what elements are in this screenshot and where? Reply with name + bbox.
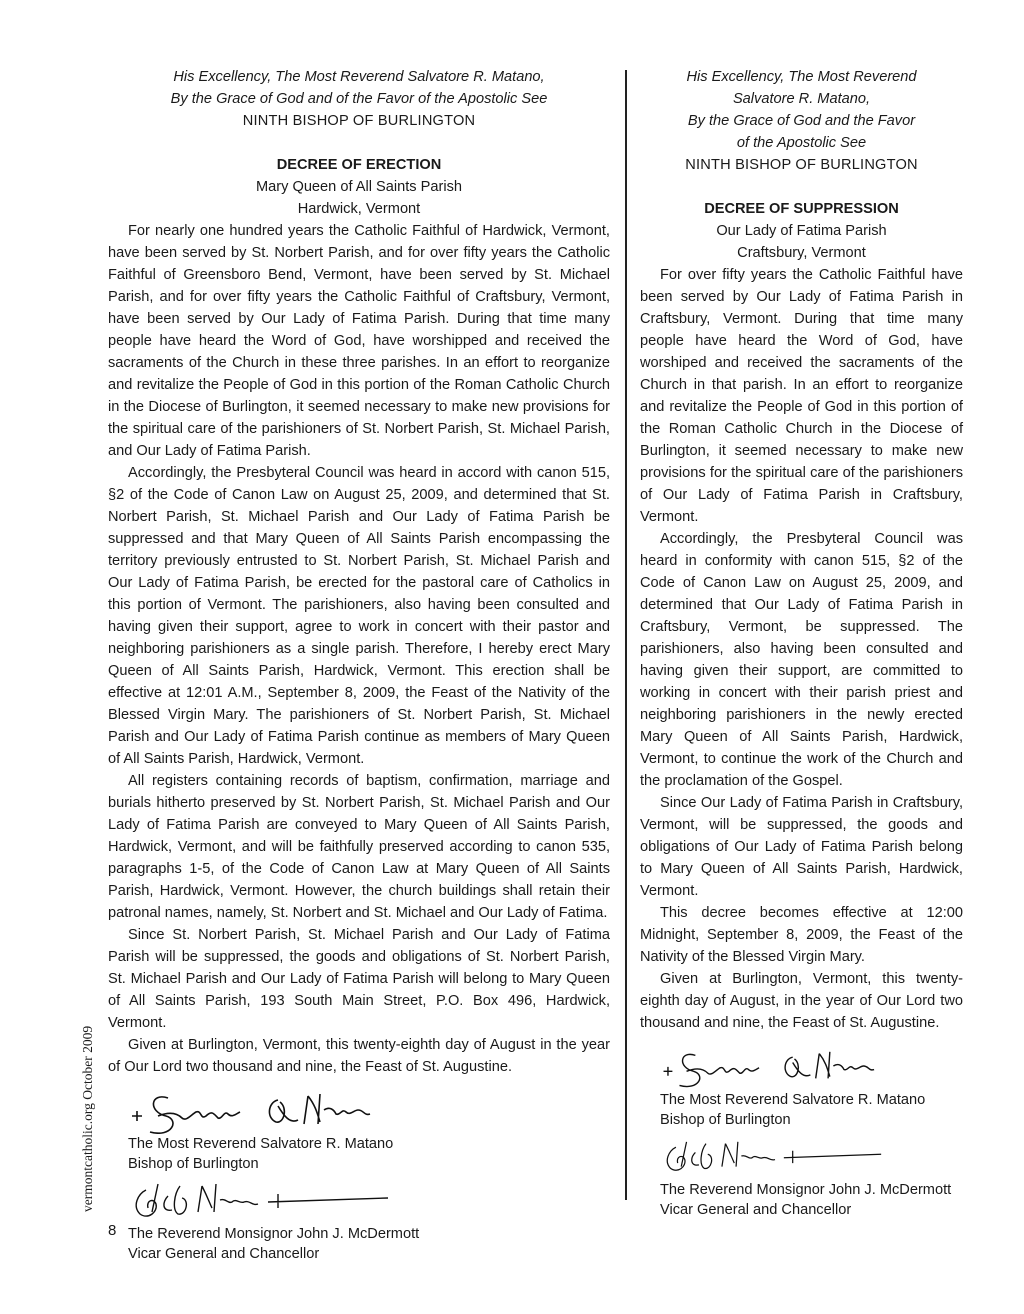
vicar-name: The Reverend Monsignor John J. McDermott [128,1226,420,1242]
decree-paragraph: Since Our Lady of Fatima Parish in Craftsbury, Vermont, will be suppressed, the goods and obligations of Our Lady of Fatima Parish belong to Mary Queen of All Saints Parish, Hardwick, Vermont. [640,795,963,899]
vicar-signature-image [660,1132,890,1180]
page-number: 8 [108,1222,117,1239]
side-credit: vermontcatholic.org October 2009 [80,1025,95,1212]
decree-paragraph: For over fifty years the Catholic Faithful have been served by Our Lady of Fatima Parish in Craftsbury, Vermont. During that time many people have heard the Word of God, have worshiped and received the sacraments of the Church in that parish. In an effort to reorganize and revitalize the People of God in this portion of the Roman Catholic Church in the Diocese of Burlington, it seemed necessary to make new provisions for the spiritual care of the parishioners of Our Lady of Fatima Parish in Craftsbury, Vermont. [640,267,963,525]
column-divider [625,70,627,1200]
header-line: By the Grace of God and the Favor [687,113,916,129]
header-line: of the Apostolic See [736,135,867,151]
decree-of-suppression-column [640,66,963,1220]
header-line: NINTH BISHOP OF BURLINGTON [685,157,918,173]
vicar-signature-image [128,1176,388,1224]
decree-paragraph: All registers containing records of baptism, confirmation, marriage and burials hitherto preserved by St. Norbert Parish, St. Michael Parish and Our Lady of Fatima Parish are conveyed to Mary Queen of All Saints Parish, Hardwick, Vermont, and will be faithfully preserved according to canon 535, paragraphs 1-5, of the Code of Canon Law at Mary Queen of All Saints Parish, Hardwick, Vermont. However, the church buildings shall retain their patronal names, namely, St. Norbert and St. Michael and Our Lady of Fatima. [108,773,610,921]
decree-paragraph: Accordingly, the Presbyteral Council was heard in accord with canon 515, §2 of the Code of Canon Law on August 25, 2009, and determined that St. Norbert Parish, St. Michael Parish and Our Lady of Fatima Parish be suppressed and that Mary Queen of All Saints Parish encompassing the territory previously entrusted to St. Norbert Parish, St. Michael Parish and Our Lady of Fatima Parish, be erected for the pastoral care of Catholics in this portion of Vermont. The parishioners, also having been consulted and having given their support, agree to work in concert with their pastor and neighboring parishioners as a single parish. Therefore, I hereby erect Mary Queen of All Saints Parish, Hardwick, Vermont. This erection shall be effective at 12:01 A.M., September 8, 2009, the Feast of the Nativity of the Blessed Virgin Mary. The parishioners of St. Norbert Parish, St. Michael Parish and Our Lady of Fatima Parish continue as members of Mary Queen of All Saints Parish, Hardwick, Vermont. [108,465,610,767]
bishop-signature-image [128,1086,388,1134]
vicar-title: Vicar General and Chancellor [660,1202,852,1218]
header-line: NINTH BISHOP OF BURLINGTON [242,113,476,129]
parish-name: Our Lady of Fatima Parish [716,223,887,239]
bishop-name: The Most Reverend Salvatore R. Matano [660,1092,926,1108]
header-line: By the Grace of God and of the Favor of the Apostolic See [170,91,548,107]
vicar-title: Vicar General and Chancellor [128,1246,320,1262]
header-line: His Excellency, The Most Reverend Salvatore R. Matano, [173,69,545,85]
bishop-title: Bishop of Burlington [128,1156,259,1172]
decree-paragraph: Accordingly, the Presbyteral Council was heard in conformity with canon 515, §2 of the Code of Canon Law on August 25, 2009, and determined that Our Lady of Fatima Parish in Craftsbury, Vermont, be suppressed. The parishioners, also having been consulted and having given their support, are committed to working in concert with their parish priest and neighboring parishioners in the newly erected Mary Queen of All Saints Parish, Hardwick, Vermont, to continue the work of the Church and the proclamation of the Gospel. [640,531,963,789]
decree-paragraph: Given at Burlington, Vermont, this twenty-eighth day of August in the year of Our Lord two thousand and nine, the Feast of St. Augustine. [108,1037,610,1075]
decree-of-erection-column [108,66,610,1264]
decree-paragraph: Given at Burlington, Vermont, this twenty-eighth day of August, in the year of Our Lord two thousand and nine, the Feast of St. Augustine. [640,971,963,1031]
parish-place: Craftsbury, Vermont [737,245,866,261]
decree-paragraph: For nearly one hundred years the Catholic Faithful of Hardwick, Vermont, have been served by St. Norbert Parish, and for over fifty years the Catholic Faithful of Greensboro Bend, Vermont, have been served by St. Michael Parish, and for over fifty years the Catholic Faithful of Craftsbury, Vermont, have been served by Our Lady of Fatima Parish. During that time many people have heard the Word of God, have worshipped and received the sacraments of the Church in these three parishes. In an effort to reorganize and revitalize the People of God in this portion of the Roman Catholic Church in the Diocese of Burlington, it seemed necessary to make new provisions for the spiritual care of the parishioners of St. Norbert Parish, St. Michael Parish, and Our Lady of Fatima Parish. [108,223,610,459]
bishop-title: Bishop of Burlington [660,1112,791,1128]
vicar-name: The Reverend Monsignor John J. McDermott [660,1182,952,1198]
parish-place: Hardwick, Vermont [297,201,421,217]
header-line: His Excellency, The Most Reverend [686,69,917,85]
bishop-name: The Most Reverend Salvatore R. Matano [128,1136,394,1152]
decree-paragraph: This decree becomes effective at 12:00 Midnight, September 8, 2009, the Feast of the Nativity of the Blessed Virgin Mary. [640,905,963,965]
signature-block [128,1086,610,1264]
decree-title: DECREE OF ERECTION [276,157,442,173]
decree-paragraph: Since St. Norbert Parish, St. Michael Parish and Our Lady of Fatima Parish will be suppressed, the goods and obligations of St. Norbert Parish, St. Michael Parish and Our Lady of Fatima Parish will belong to Mary Queen of All Saints Parish, 193 South Main Street, P.O. Box 496, Hardwick, Vermont. [108,927,610,1031]
signature-block [660,1042,963,1220]
decree-title: DECREE OF SUPPRESSION [704,201,899,217]
parish-name: Mary Queen of All Saints Parish [255,179,463,195]
header-line: Salvatore R. Matano, [732,91,871,107]
bishop-signature-image [660,1042,890,1090]
